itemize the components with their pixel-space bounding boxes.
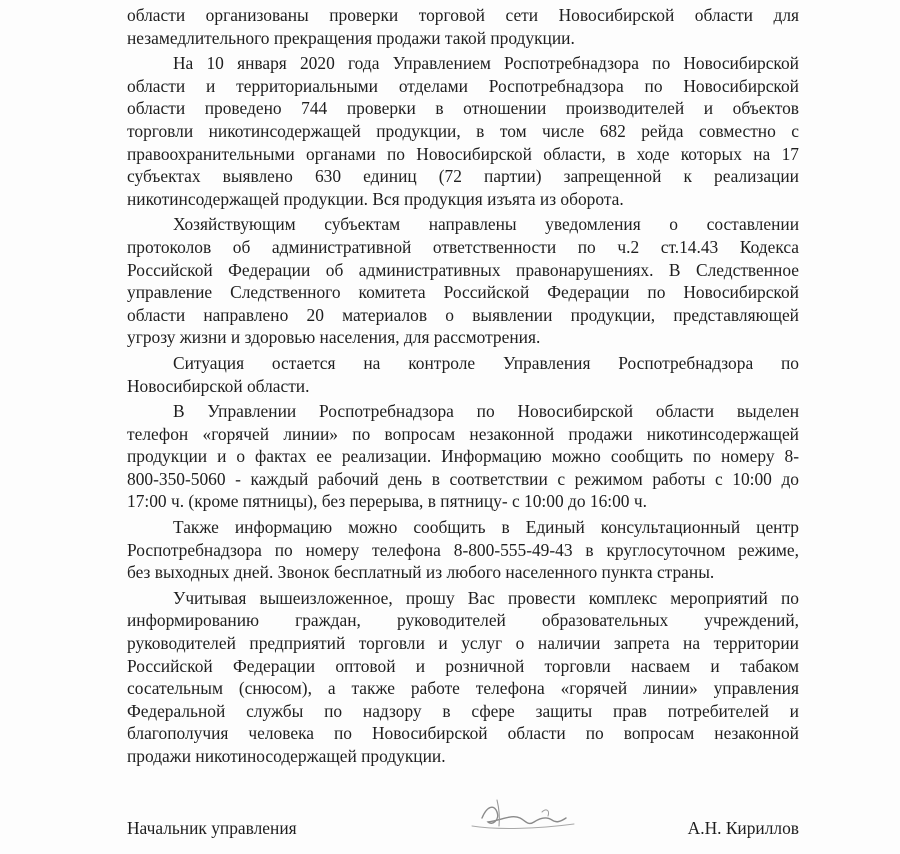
paragraph: [127, 516, 799, 584]
text-line: продажи никотиносодержащей продукции.: [127, 746, 446, 766]
text-line: Хозяйствующим субъектам направлены уведомления о составлении: [173, 214, 799, 235]
signer-position: Начальник управления: [127, 818, 297, 838]
text-line: На 10 января 2020 года Управлением Роспотребнадзора по Новосибирской: [173, 53, 799, 74]
text-line: управление Следственного комитета Российской Федерации по Новосибирской: [127, 282, 799, 303]
text-line: продукции и о фактах ее реализации. Информацию можно сообщить по номеру 8-: [127, 446, 799, 467]
text-line: информированию граждан, руководителей образовательных учреждений,: [127, 610, 799, 631]
paragraph: [127, 4, 799, 49]
handwritten-signature: [442, 796, 592, 846]
letter-body: [127, 4, 799, 771]
paragraph: [127, 52, 799, 210]
text-line: никотинсодержащей продукции. Вся продукция изъята из оборота.: [127, 188, 624, 209]
text-line: торговли никотинсодержащей продукции, в том числе 682 рейда совместно с: [127, 120, 799, 141]
paragraph: [127, 587, 799, 768]
text-line: Также информацию можно сообщить в Единый консультационный центр: [173, 517, 799, 538]
text-line: Федеральной службы по надзору в сфере защиты прав потребителей и: [127, 700, 799, 721]
text-line: Роспотребнадзора по номеру телефона 8-800-555-49-43 в круглосуточном режиме,: [127, 539, 799, 560]
paragraph: [127, 213, 799, 349]
text-line: Ситуация остается на контроле Управления Роспотребнадзора по: [173, 352, 799, 373]
text-line: области проведено 744 проверки в отношении производителей и объектов: [127, 98, 799, 119]
text-line: протоколов об административной ответственности по ч.2 ст.14.43 Кодекса: [127, 236, 799, 257]
text-line: области направлено 20 материалов о выявлении продукции, представляющей: [127, 304, 799, 325]
text-line: Новосибирской области.: [127, 375, 310, 396]
text-line: сосательным (снюсом), а также работе телефона «горячей линии» управления: [127, 678, 799, 699]
text-line: руководителей предприятий торговли и услуг о наличии запрета на территории: [127, 633, 799, 654]
signature-block: [127, 818, 799, 848]
signer-name: А.Н. Кириллов: [687, 818, 799, 838]
paragraph: [127, 400, 799, 513]
text-line: субъектах выявлено 630 единиц (72 партии) запрещенной к реализации: [127, 166, 799, 187]
text-line: 17:00 ч. (кроме пятницы), без перерыва, в пятницу- с 10:00 до 16:00 ч.: [127, 491, 647, 512]
text-line: Российской Федерации об административных правонарушениях. В Следственное: [127, 259, 799, 280]
text-line: Учитывая вышеизложенное, прошу Вас провести комплекс мероприятий по: [173, 587, 799, 608]
text-line: телефон «горячей линии» по вопросам незаконной продажи никотинсодержащей: [127, 423, 799, 444]
text-line: В Управлении Роспотребнадзора по Новосибирской области выделен: [173, 401, 799, 422]
text-line: угрозу жизни и здоровью населения, для рассмотрения.: [127, 327, 541, 348]
text-line: области организованы проверки торговой сети Новосибирской области для: [127, 5, 799, 25]
text-line: области и территориальными отделами Роспотребнадзора по Новосибирской: [127, 75, 799, 96]
paragraph: [127, 352, 799, 397]
text-line: 800-350-5060 - каждый рабочий день в соответствии с режимом работы с 10:00 до: [127, 468, 799, 489]
text-line: благополучия человека по Новосибирской области по вопросам незаконной: [127, 723, 799, 744]
text-line: без выходных дней. Звонок бесплатный из любого населенного пункта страны.: [127, 562, 715, 583]
text-line: Российской Федерации оптовой и розничной торговли насваем и табаком: [127, 655, 799, 676]
text-line: правоохранительными органами по Новосибирской области, в ходе которых на 17: [127, 143, 799, 164]
text-line: незамедлительного прекращения продажи такой продукции.: [127, 27, 575, 48]
